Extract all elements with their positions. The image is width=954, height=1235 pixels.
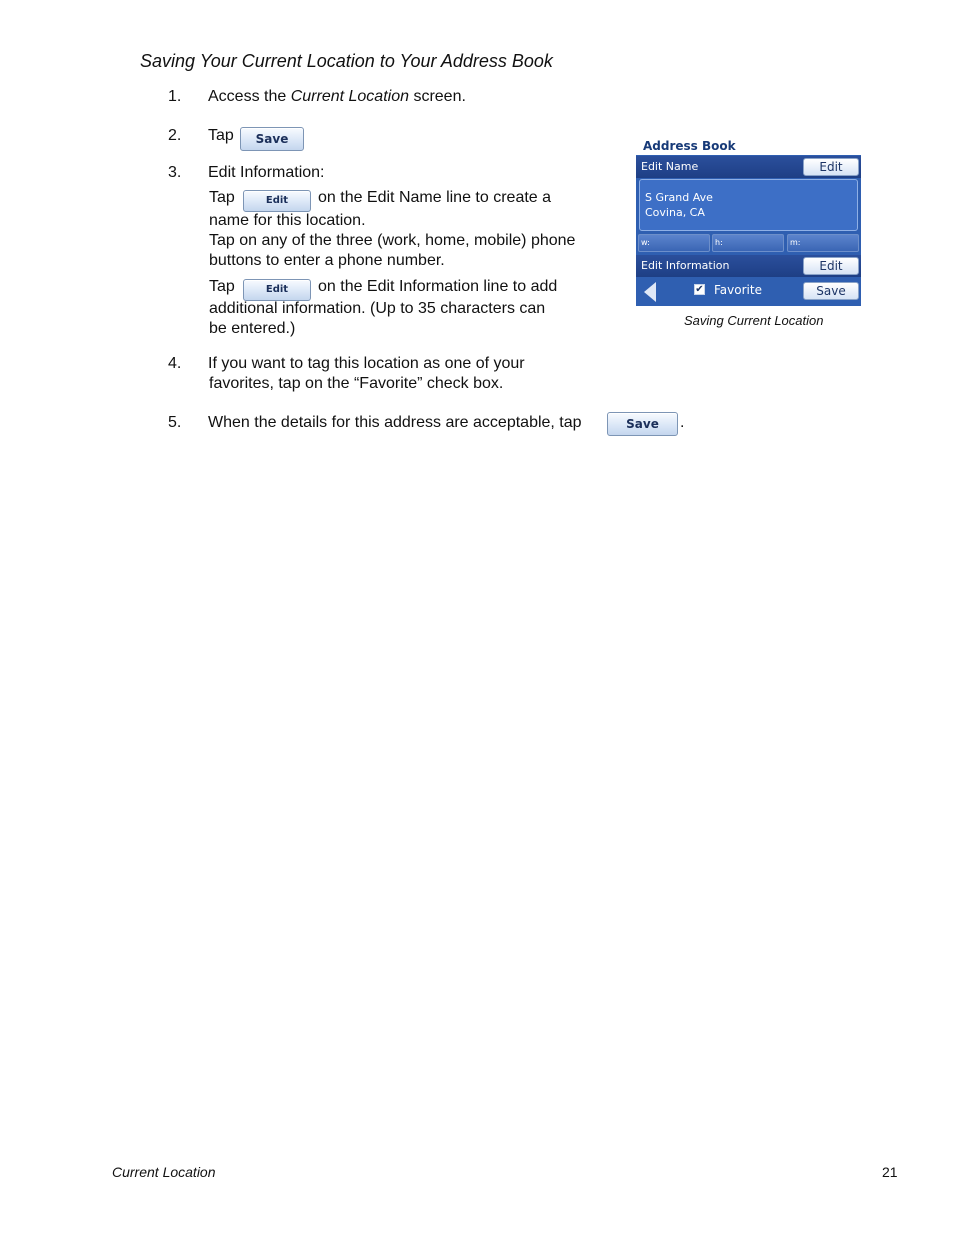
edit-information-bar (636, 255, 861, 277)
step-3-line-2: name for this location. (209, 212, 366, 229)
step-3-tap-2: Tap (209, 278, 235, 295)
edit-name-label: Edit Name (641, 160, 699, 173)
step-1-prefix: Access the (208, 88, 291, 105)
page-number: 21 (882, 1164, 898, 1180)
step-1-number: 1. (168, 88, 182, 105)
phone-home-button[interactable]: h: (712, 234, 784, 252)
step-3-line-3: Tap on any of the three (work, home, mobile) phone (209, 232, 576, 249)
edit-information-label: Edit Information (641, 259, 730, 272)
step-1-text (208, 88, 466, 106)
back-arrow-icon[interactable] (644, 282, 656, 302)
step-3-after-1: on the Edit Name line to create a (318, 189, 552, 206)
step-3-text: Edit Information: (208, 164, 325, 181)
step-4-line-2: favorites, tap on the “Favorite” check box. (209, 375, 504, 392)
step-5-number: 5. (168, 414, 182, 431)
step-2-text: Tap (208, 127, 234, 144)
step-5-period: . (680, 414, 685, 431)
favorite-label: Favorite (714, 283, 762, 297)
edit-name-button[interactable]: Edit (803, 158, 859, 176)
favorite-checkbox[interactable]: ✔ (695, 284, 704, 295)
save-button-image: Save (240, 127, 304, 151)
step-3-number: 3. (168, 164, 182, 181)
edit-name-bar (636, 156, 861, 178)
footer-section: Current Location (112, 1164, 216, 1180)
address-line-2: Covina, CA (645, 206, 705, 219)
figure-caption: Saving Current Location (684, 313, 824, 328)
step-3-after-2: on the Edit Information line to add (318, 278, 558, 295)
phone-work-button[interactable]: w: (638, 234, 710, 252)
section-heading: Saving Your Current Location to Your Address Book (140, 51, 553, 71)
step-4-number: 4. (168, 355, 182, 372)
address-box (639, 179, 858, 231)
step-5-text: When the details for this address are acceptable, tap (208, 414, 582, 431)
step-4-line-1: If you want to tag this location as one of your (208, 355, 525, 372)
step-1-suffix: screen. (409, 88, 466, 105)
edit-button-image: Edit (243, 279, 311, 301)
step-3-line-7: be entered.) (209, 320, 296, 337)
step-1-emphasis: Current Location (290, 88, 409, 105)
address-line-1: S Grand Ave (645, 191, 713, 204)
address-book-screenshot (636, 137, 861, 306)
step-3-tap-1: Tap (209, 189, 235, 206)
edit-button-image: Edit (243, 190, 311, 212)
device-save-button[interactable]: Save (803, 282, 859, 300)
edit-information-button[interactable]: Edit (803, 257, 859, 275)
save-button-image: Save (607, 412, 678, 436)
step-2-number: 2. (168, 127, 182, 144)
step-3-line-4: buttons to enter a phone number. (209, 252, 445, 269)
address-book-title: Address Book (636, 137, 861, 155)
phone-mobile-button[interactable]: m: (787, 234, 859, 252)
step-3-line-6: additional information. (Up to 35 characters can (209, 300, 546, 317)
